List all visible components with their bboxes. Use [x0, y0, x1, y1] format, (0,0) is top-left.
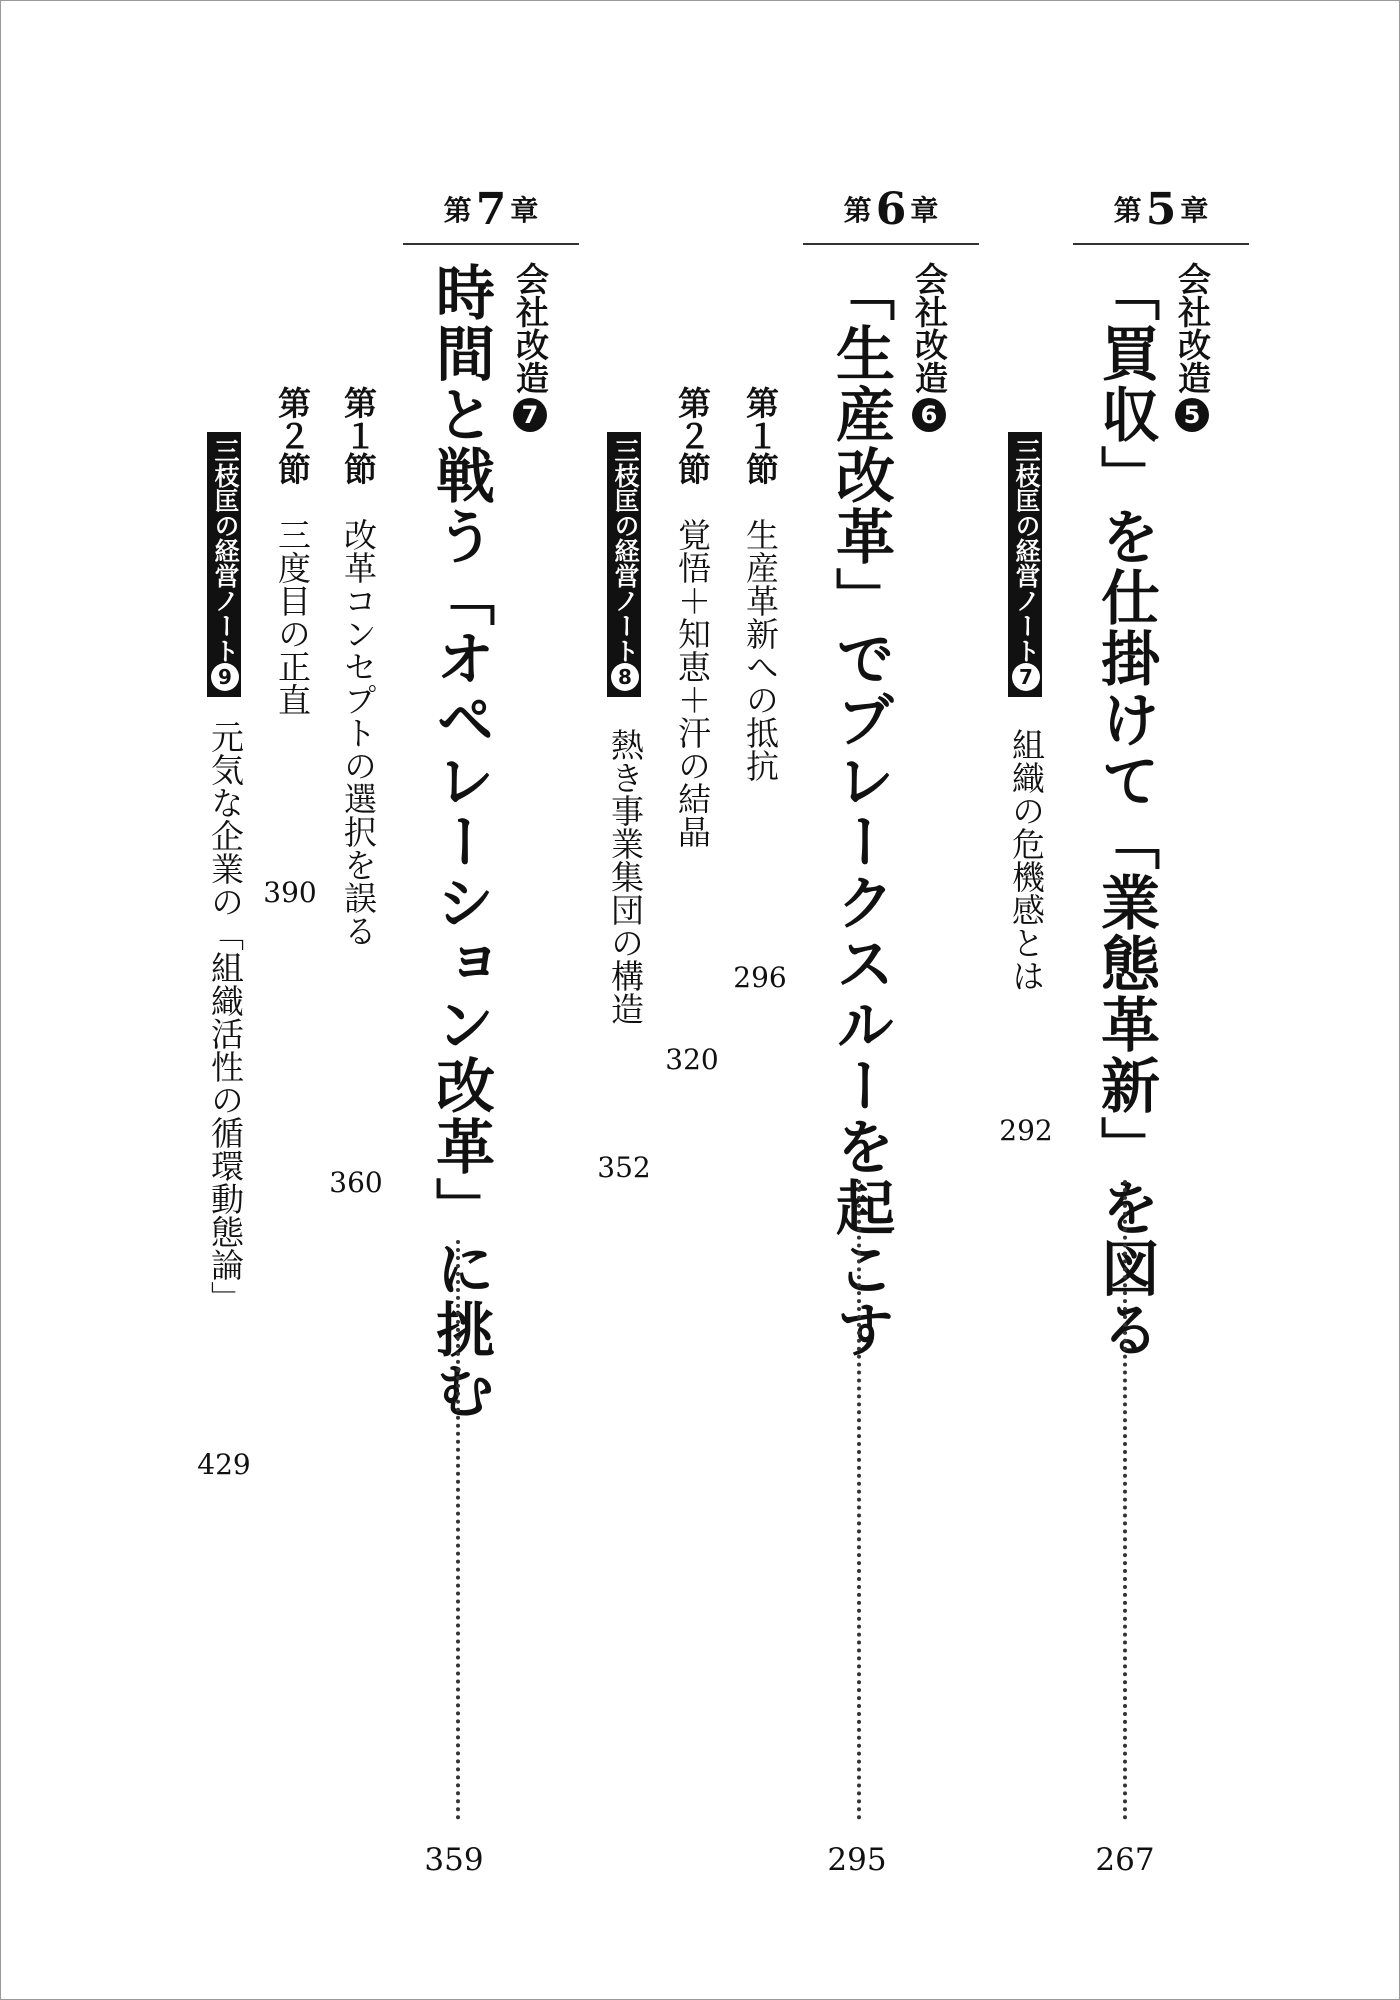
- chapter-5-kaisha: 会社改造5: [1172, 262, 1212, 432]
- chapter-7-kaisha: 会社改造7: [510, 262, 550, 432]
- chapter-6-section-1[interactable]: 第１節 生産革新への抵抗: [741, 386, 780, 782]
- chapter-7-page: 359: [424, 1842, 484, 1878]
- chapter-7-rule: [403, 243, 579, 245]
- chapter-6-leader: [857, 1180, 861, 1820]
- chapter-7-section-2-page: 390: [263, 876, 317, 909]
- chapter-6-section-2[interactable]: 第２節 覚悟＋知恵＋汗の結晶: [673, 386, 712, 848]
- chapter-5-leader: [1123, 1180, 1127, 1820]
- chapter-7-leader: [456, 1240, 460, 1820]
- chapter-5-note-page: 292: [999, 1114, 1053, 1147]
- chapter-5-note-text[interactable]: 組織の危機感とは: [1007, 728, 1046, 992]
- chapter-6-page: 295: [827, 1842, 887, 1878]
- chapter-6-rule: [803, 243, 979, 245]
- chapter-6-note-text[interactable]: 熱き事業集団の構造: [606, 728, 645, 1025]
- chapter-7-note-page: 429: [197, 1448, 251, 1481]
- chapter-6-section-2-page: 320: [665, 1043, 719, 1076]
- chapter-5-rule: [1073, 243, 1249, 245]
- chapter-6-kaisha: 会社改造6: [909, 262, 949, 432]
- chapter-7-section-2[interactable]: 第２節 三度目の正直: [273, 386, 312, 716]
- chapter-5-title[interactable]: 「買収」を仕掛けて「業態革新」を図る: [1091, 262, 1160, 1360]
- chapter-7-label: 第7 章: [443, 184, 539, 235]
- chapter-5-note-badge: 三枝匡の経営ノート7: [1008, 432, 1042, 697]
- chapter-7-note-badge: 三枝匡の経営ノート9: [207, 432, 241, 697]
- chapter-5-label: 第5 章: [1113, 184, 1209, 235]
- chapter-5-page: 267: [1095, 1842, 1155, 1878]
- chapter-7-section-1-page: 360: [329, 1166, 383, 1199]
- chapter-7-title[interactable]: 時間と戦う「オペレーション改革」に挑む: [426, 262, 495, 1421]
- chapter-7-section-1[interactable]: 第１節 改革コンセプトの選択を誤る: [339, 386, 378, 947]
- chapter-7-note-text[interactable]: 元気な企業の「組織活性の循環動態論」: [206, 720, 245, 1314]
- chapter-6-note-badge: 三枝匡の経営ノート8: [607, 432, 641, 697]
- chapter-6-title[interactable]: 「生産改革」でブレークスルーを起こす: [826, 262, 895, 1360]
- chapter-6-label: 第6 章: [843, 184, 939, 235]
- chapter-6-section-1-page: 296: [733, 961, 787, 994]
- chapter-6-note-page: 352: [597, 1151, 651, 1184]
